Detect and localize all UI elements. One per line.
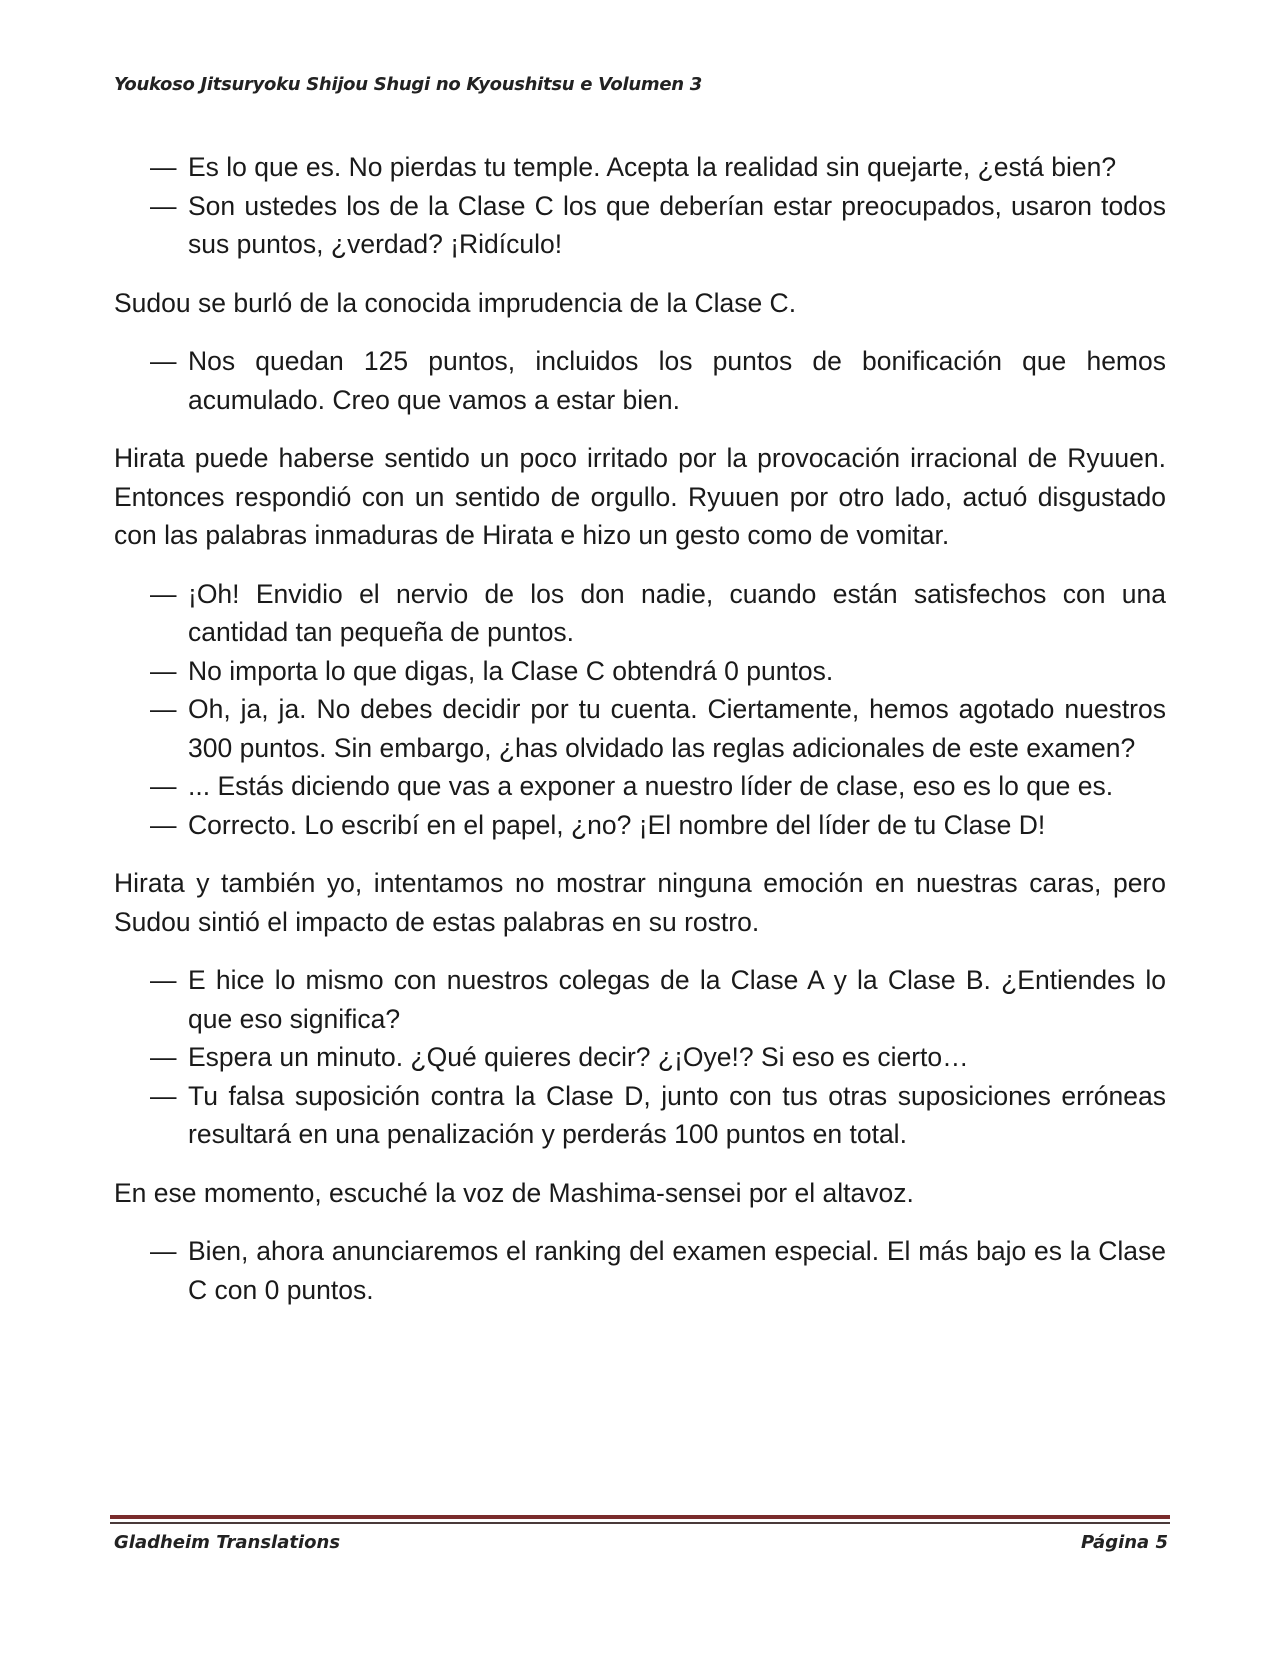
dialogue-line [114, 652, 1166, 691]
footer-rule [110, 1515, 1170, 1519]
dialogue-line [114, 767, 1166, 806]
dialogue-line [114, 1038, 1166, 1077]
dialogue-text: Oh, ja, ja. No debes decidir por tu cuenta. Ciertamente, hemos agotado nuestros 300 puntos. Sin embargo, ¿has olvidado las reglas adicionales de este examen? [188, 694, 1166, 763]
dialogue-block [114, 148, 1166, 264]
dialogue-dash: — [150, 771, 177, 801]
dialogue-text: Tu falsa suposición contra la Clase D, junto con tus otras suposiciones erróneas resultará en una penalización y perderás 100 puntos en total. [188, 1080, 1166, 1149]
dialogue-text: Bien, ahora anunciaremos el ranking del examen especial. El más bajo es la Clase C con 0 puntos. [188, 1236, 1166, 1305]
dialogue-line [114, 148, 1166, 187]
dialogue-dash: — [150, 346, 177, 376]
narration-paragraph: Sudou se burló de la conocida imprudencia de la Clase C. [114, 287, 797, 318]
dialogue-line [114, 961, 1166, 1038]
dialogue-dash: — [150, 965, 177, 995]
dialogue-dash: — [150, 809, 177, 840]
dialogue-line [114, 187, 1166, 264]
dialogue-text: Correcto. Lo escribí en el papel, ¿no? ¡El nombre del líder de tu Clase D! [188, 809, 1046, 840]
dialogue-line [114, 1077, 1166, 1154]
dialogue-text: Es lo que es. No pierdas tu temple. Acepta la realidad sin quejarte, ¿está bien? [188, 152, 1117, 182]
dialogue-block [114, 575, 1166, 845]
narration-paragraph: Hirata puede haberse sentido un poco irritado por la provocación irracional de Ryuuen. Entonces respondió con un sentido de orgullo. Ryuuen por otro lado, actuó disgustado con las palabras inmaduras de Hirata e hizo un gesto como de vomitar. [114, 443, 1166, 550]
dialogue-dash: — [150, 1080, 177, 1111]
narration-paragraph: Hirata y también yo, intentamos no mostrar ninguna emoción en nuestras caras, pero Sudou sintió el impacto de estas palabras en su rostro. [114, 868, 1166, 937]
body-text [114, 148, 1166, 1329]
dialogue-line [114, 575, 1166, 652]
dialogue-block [114, 342, 1166, 419]
footer-rule-secondary [110, 1522, 1170, 1524]
running-header: Youkoso Jitsuryoku Shijou Shugi no Kyoushitsu e Volumen 3 [114, 74, 702, 95]
footer-translator-credit: Gladheim Translations [114, 1532, 341, 1553]
dialogue-text: Nos quedan 125 puntos, incluidos los puntos de bonificación que hemos acumulado. Creo que vamos a estar bien. [188, 346, 1166, 415]
dialogue-dash: — [150, 1236, 177, 1266]
dialogue-dash: — [150, 190, 177, 221]
dialogue-text: ... Estás diciendo que vas a exponer a nuestro líder de clase, eso es lo que es. [188, 771, 1114, 801]
dialogue-dash: — [150, 655, 177, 686]
dialogue-block [114, 1232, 1166, 1309]
dialogue-text: E hice lo mismo con nuestros colegas de la Clase A y la Clase B. ¿Entiendes lo que eso significa? [188, 965, 1166, 1034]
dialogue-line [114, 806, 1166, 845]
dialogue-text: ¡Oh! Envidio el nervio de los don nadie, cuando están satisfechos con una cantidad tan pequeña de puntos. [188, 578, 1166, 647]
dialogue-line [114, 1232, 1166, 1309]
dialogue-dash: — [150, 152, 177, 182]
page-number: Página 5 [1081, 1532, 1168, 1553]
dialogue-line [114, 690, 1166, 767]
dialogue-dash: — [150, 1042, 177, 1072]
narration-paragraph: En ese momento, escuché la voz de Mashima-sensei por el altavoz. [114, 1177, 914, 1208]
dialogue-line [114, 342, 1166, 419]
dialogue-dash: — [150, 694, 177, 724]
dialogue-text: No importa lo que digas, la Clase C obtendrá 0 puntos. [188, 655, 834, 686]
dialogue-dash: — [150, 578, 177, 609]
dialogue-block [114, 961, 1166, 1154]
dialogue-text: Son ustedes los de la Clase C los que deberían estar preocupados, usaron todos sus puntos, ¿verdad? ¡Ridículo! [188, 190, 1166, 259]
dialogue-text: Espera un minuto. ¿Qué quieres decir? ¿¡Oye!? Si eso es cierto… [188, 1042, 969, 1072]
